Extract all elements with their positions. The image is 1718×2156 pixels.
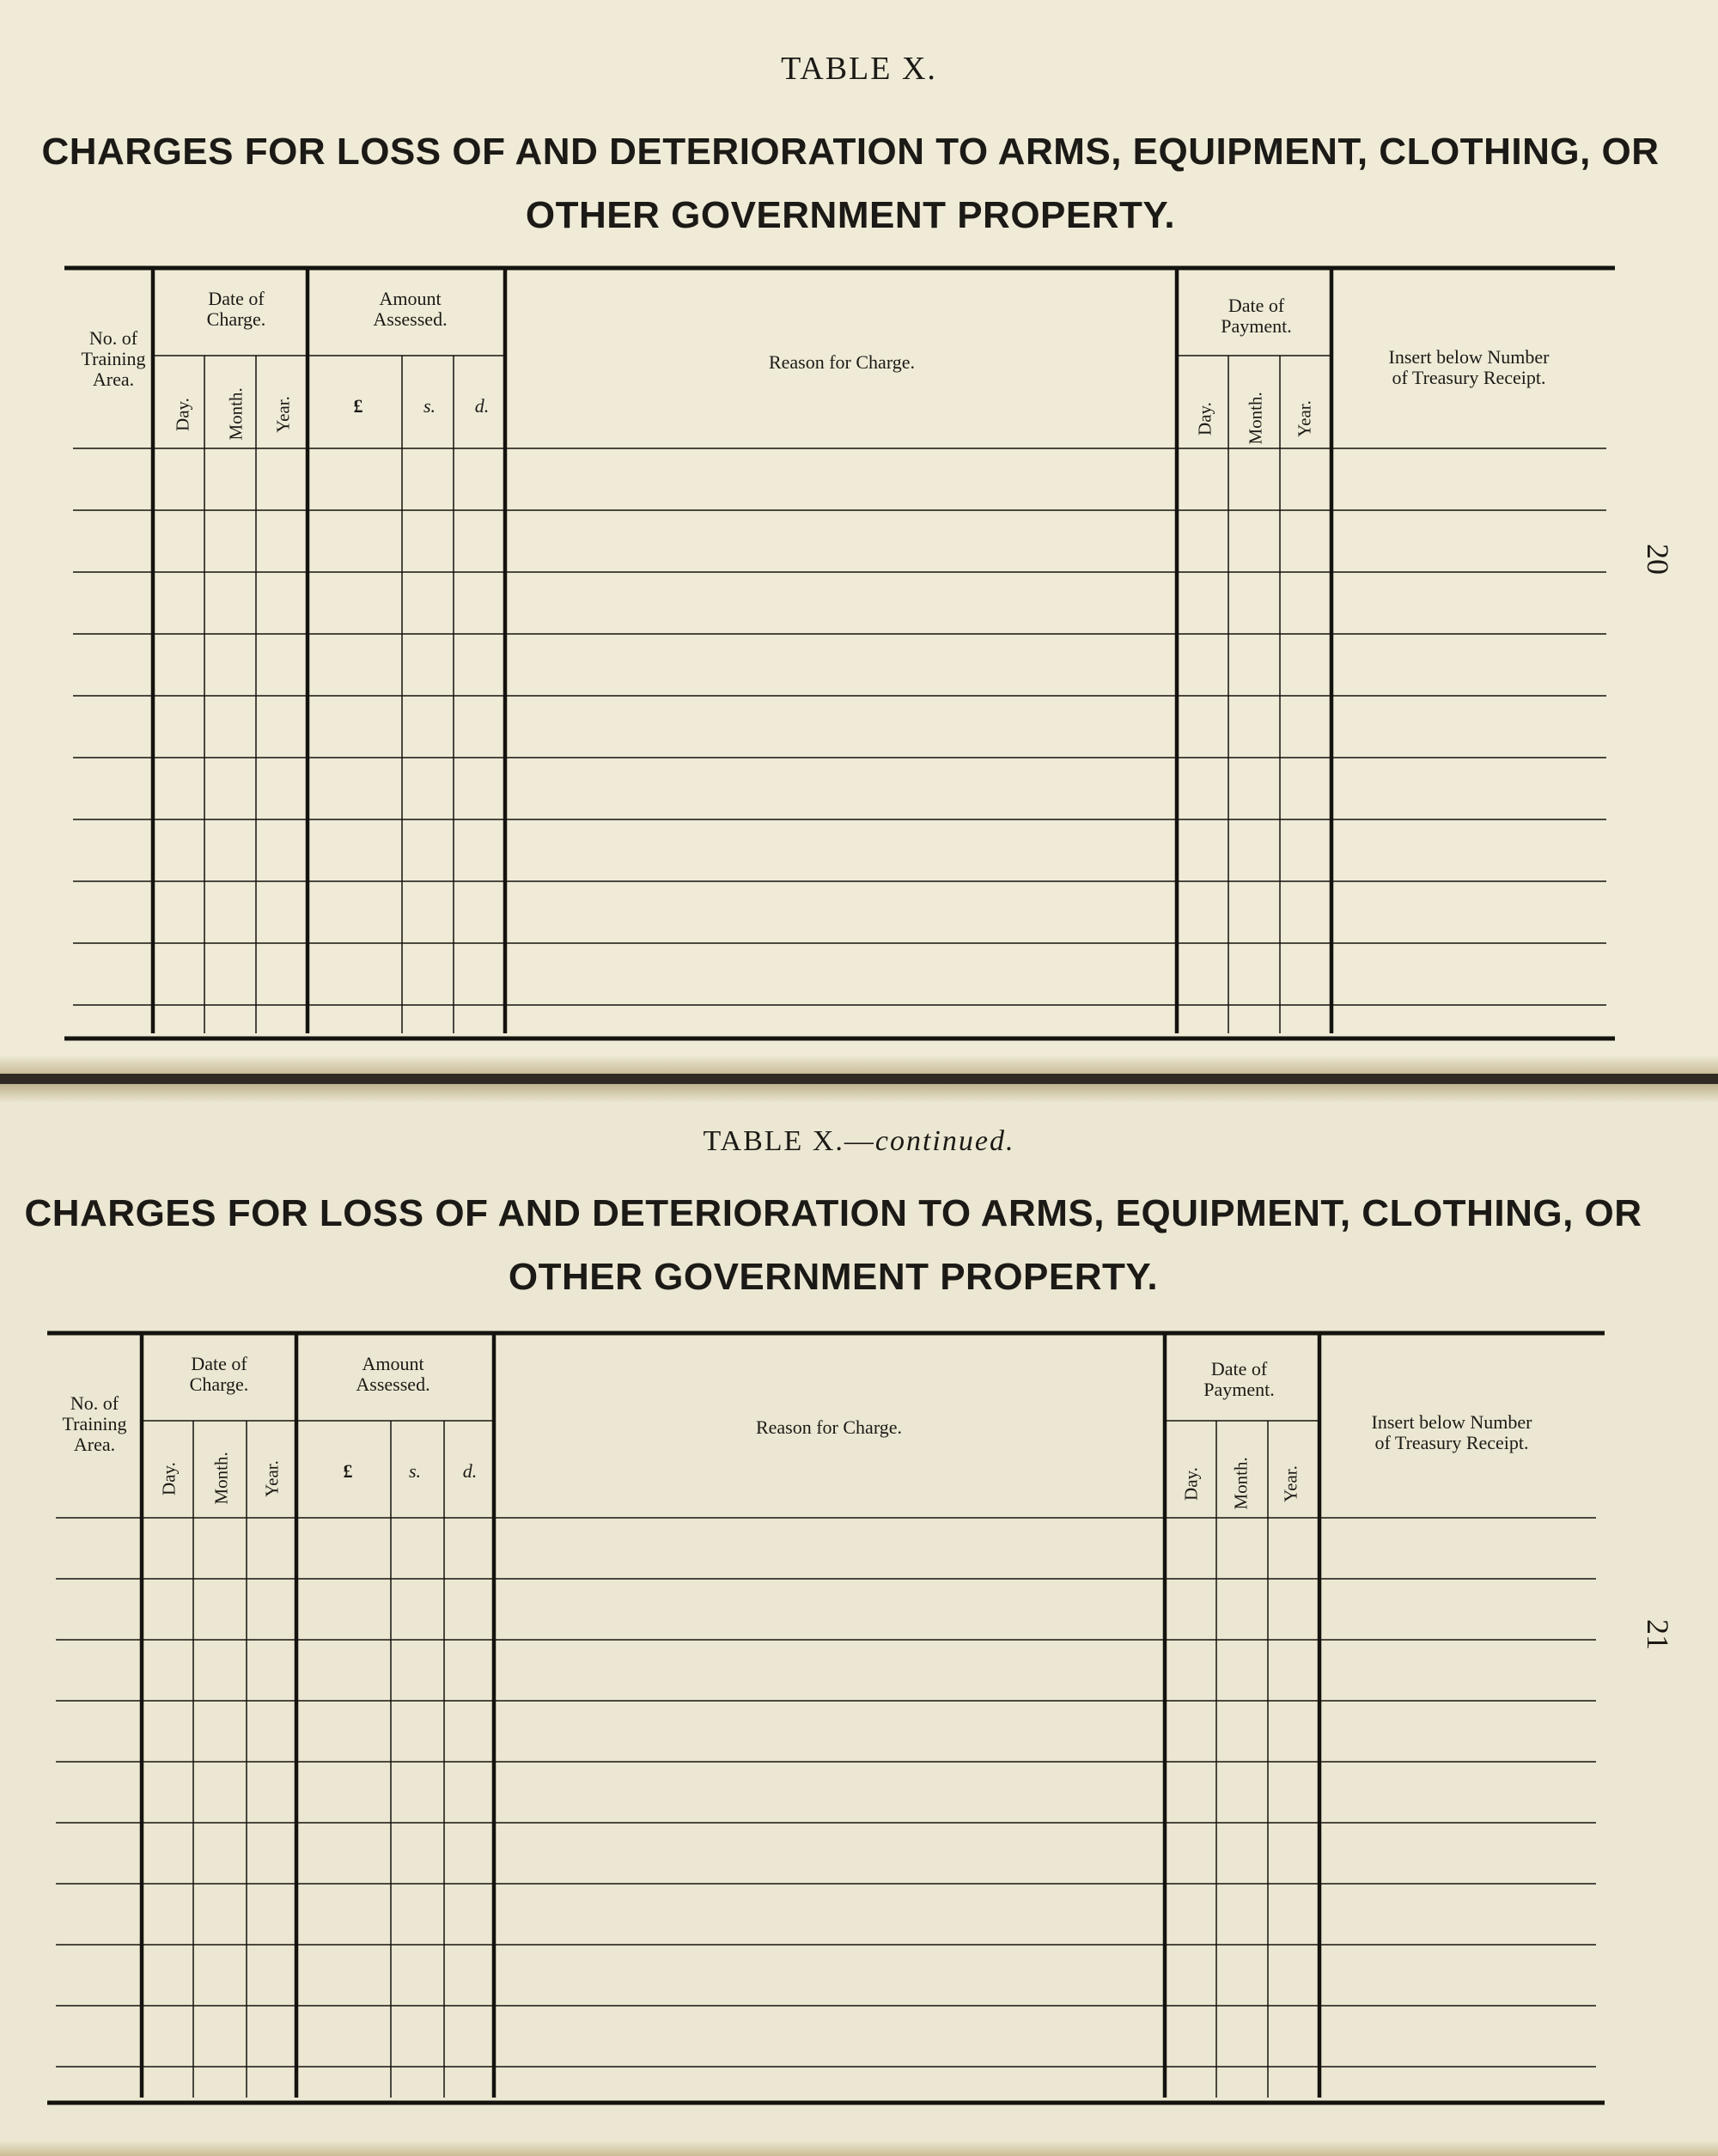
subheader-shillings: s. <box>423 395 436 417</box>
header-date-of-charge: Date of Charge. <box>206 288 266 330</box>
header-amount-assessed: Amount Assessed. <box>356 1353 430 1395</box>
ledger-table <box>0 0 1718 1074</box>
header-treasury-receipt: Insert below Number of Treasury Receipt. <box>1388 346 1550 388</box>
page-number: 20 <box>1641 544 1675 575</box>
page-edge <box>0 2141 1718 2156</box>
subheader-pounds: £ <box>353 395 363 417</box>
ledger-table <box>0 1084 1718 2156</box>
subheader-day: Day. <box>172 398 193 431</box>
header-date-of-payment: Date of Payment. <box>1203 1358 1275 1400</box>
subheader-month: Month. <box>210 1452 232 1505</box>
subheader-payment-year: Year. <box>1294 400 1315 437</box>
title-line-2: OTHER GOVERNMENT PROPERTY. <box>508 1256 1159 1298</box>
page-edge <box>0 1055 1718 1074</box>
subheader-payment-year: Year. <box>1280 1465 1301 1502</box>
subheader-pence: d. <box>474 395 490 417</box>
subheader-payment-day: Day. <box>1180 1467 1202 1501</box>
header-reason: Reason for Charge. <box>755 1416 903 1438</box>
title-line-2: OTHER GOVERNMENT PROPERTY. <box>525 194 1176 236</box>
page-20 <box>0 0 1718 1074</box>
title-line-1: CHARGES FOR LOSS OF AND DETERIORATION TO ARMS, EQUIPMENT, CLOTHING, OR <box>24 1192 1642 1234</box>
page-21 <box>0 1084 1718 2156</box>
table-label: TABLE X.—continued. <box>703 1125 1015 1157</box>
subheader-payment-month: Month. <box>1230 1457 1252 1510</box>
subheader-shillings: s. <box>408 1460 422 1482</box>
subheader-pence: d. <box>462 1460 478 1482</box>
subheader-day: Day. <box>158 1462 180 1495</box>
header-treasury-receipt: Insert below Number of Treasury Receipt. <box>1371 1411 1532 1453</box>
header-date-of-charge: Date of Charge. <box>189 1353 249 1395</box>
page-number: 21 <box>1641 1619 1675 1650</box>
subheader-year: Year. <box>272 396 294 433</box>
header-training-area: No. of Training Area. <box>62 1392 127 1455</box>
subheader-payment-day: Day. <box>1194 402 1215 435</box>
header-amount-assessed: Amount Assessed. <box>373 288 448 330</box>
subheader-pounds: £ <box>343 1460 353 1482</box>
title-line-1: CHARGES FOR LOSS OF AND DETERIORATION TO ARMS, EQUIPMENT, CLOTHING, OR <box>41 131 1660 173</box>
header-date-of-payment: Date of Payment. <box>1221 295 1292 337</box>
header-training-area: No. of Training Area. <box>81 327 146 390</box>
table-label: TABLE X. <box>781 51 937 87</box>
subheader-payment-month: Month. <box>1245 392 1266 445</box>
subheader-year: Year. <box>261 1460 283 1497</box>
header-reason: Reason for Charge. <box>768 351 916 373</box>
subheader-month: Month. <box>225 387 247 441</box>
